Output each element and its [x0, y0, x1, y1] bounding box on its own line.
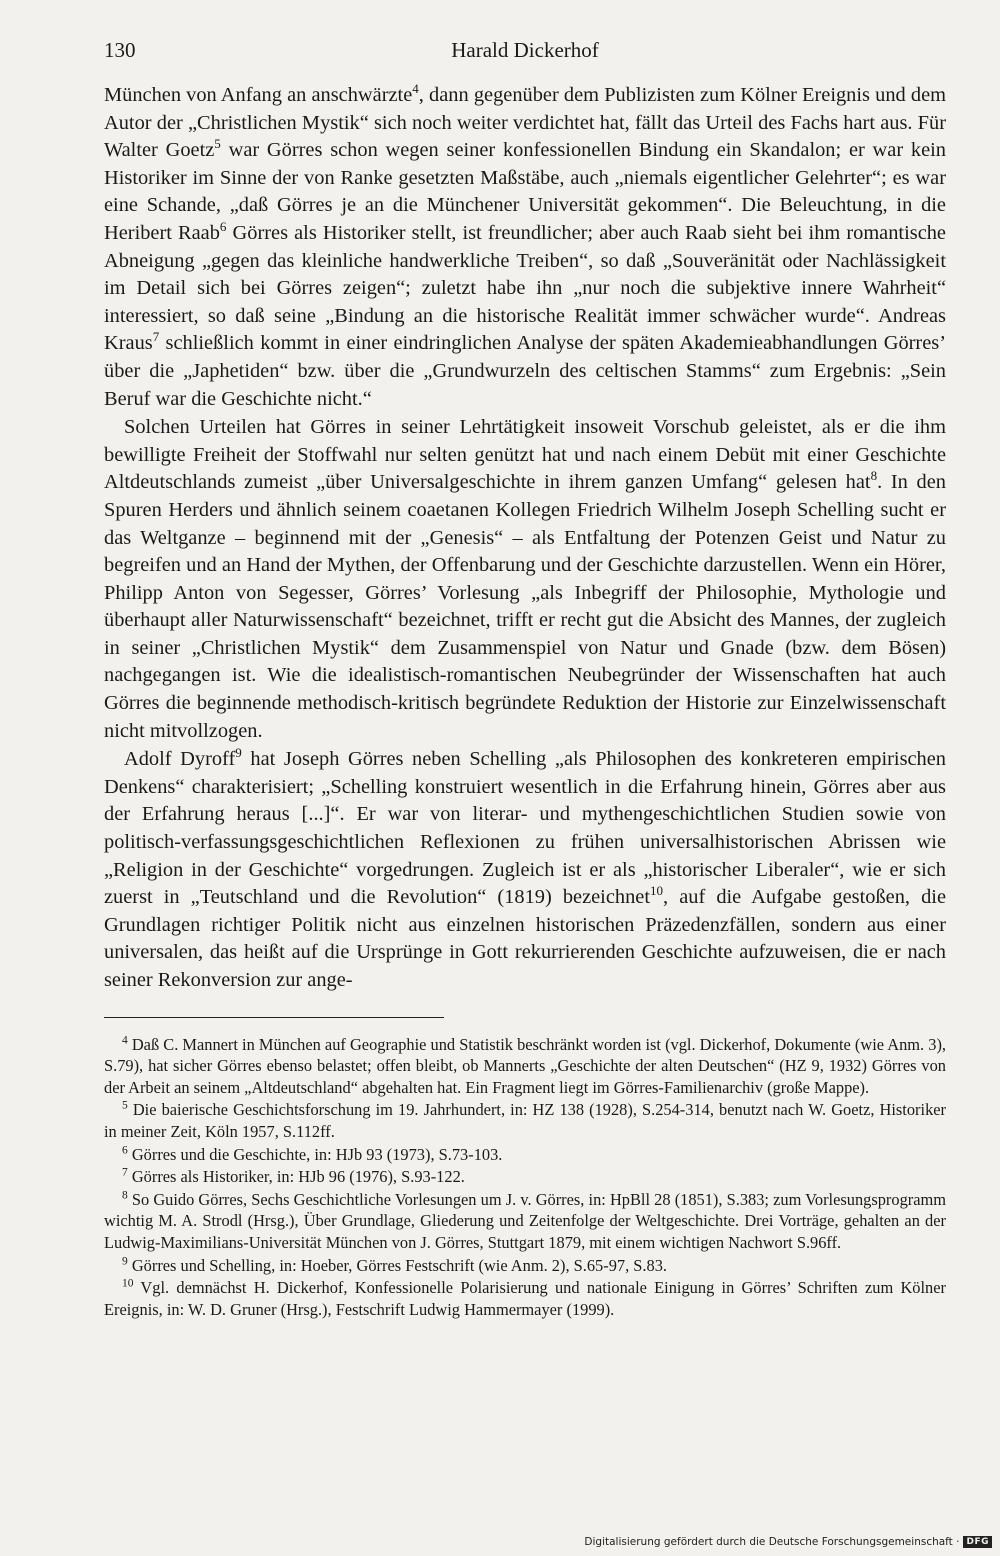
- footnote-number: 7: [122, 1166, 128, 1179]
- credit-text: Digitalisierung gefördert durch die Deutsche Forschungsgemeinschaft ·: [584, 1536, 960, 1548]
- footnote-reference[interactable]: 10: [650, 883, 664, 899]
- footnote: [104, 1189, 946, 1254]
- body-paragraph: [104, 82, 946, 413]
- footnote-reference[interactable]: 9: [235, 745, 242, 761]
- footnote-reference[interactable]: 4: [412, 81, 419, 97]
- footnote-text: Vgl. demnächst H. Dickerhof, Konfessionelle Polarisierung und nationale Einigung in Görres’ Schriften zum Kölner Ereignis, in: W. D. Gruner (Hrsg.), Festschrift Ludwig Hammermayer (1999).: [104, 1278, 946, 1319]
- footnote: [104, 1034, 946, 1099]
- footnote: [104, 1255, 946, 1277]
- document-page: [104, 38, 946, 1321]
- footnote-number: 5: [122, 1099, 128, 1112]
- paragraph-text: Solchen Urteilen hat Görres in seiner Lehrtätigkeit insoweit Vorschub geleistet, als er die ihm bewilligte Freiheit der Stoffwahl nur selten genützt hat und nach einem Debüt mit einer Geschichte Altdeutschlands zumeist „über Universalgeschichte in ihrem ganzen Umfang“ gelesen hat: [104, 416, 946, 494]
- footnote-text: Görres und die Geschichte, in: HJb 93 (1973), S.73-103.: [127, 1144, 503, 1164]
- footnote-text: Daß C. Mannert in München auf Geographie und Statistik beschränkt worden ist (vgl. Dickerhof, Dokumente (wie Anm. 3), S.79), hat sicher Görres ebenso belastet; offen bleibt, ob Mannerts „Geschichte der alten Deutschen“ (HZ 9, 1932) Görres von der Arbeit an seinem „Altdeutschland“ abgehalten hat. Ein Fragment liegt im Görres-Familienarchiv (große Mappe).: [104, 1034, 946, 1097]
- dfg-logo: DFG: [963, 1536, 992, 1548]
- footnote-number: 9: [122, 1255, 128, 1268]
- footnote-text: Görres als Historiker, in: HJb 96 (1976), S.93-122.: [127, 1167, 465, 1187]
- paragraph-text: . In den Spuren Herders und ähnlich seinem coaetanen Kollegen Friedrich Wilhelm Joseph Schelling sucht er das Weltganze – beginnend mit der „Genesis“ – als Entfaltung der Potenzen Geist und Natur zu begreifen und an Hand der Mythen, der Offenbarung und der Geschichte darzustellen. Wenn ein Hörer, Philipp Anton von Segesser, Görres’ Vorlesung „als Inbegriff der Philosophie, Mythologie und überhaupt aller Naturwissenschaft“ bezeichnet, trifft er recht gut die Absicht des Mannes, der zugleich in seiner „Christlichen Mystik“ dem Zusammenspiel von Natur und Gnade (bzw. dem Bösen) nachgegangen ist. Wie die idealistisch-romantischen Neubegründer der Wissenschaften hat auch Görres die beginnende methodisch-kritisch begründete Reduktion der Historie zur Einzelwissenschaft nicht mitvollzogen.: [104, 471, 946, 742]
- body-paragraph: [104, 746, 946, 994]
- footnote-reference[interactable]: 6: [219, 219, 227, 235]
- footnotes: [104, 1034, 946, 1321]
- paragraph-text: hat Joseph Görres neben Schelling „als Philosophen des konkreteren empirischen Denkens“ charakterisiert; „Schelling konstruiert wesentlich in die Erfahrung hinein, Görres aber aus der Erfahrung heraus [...]“. Er war von literar- und mythengeschichtlichen Studien sowie von politisch-verfassungsgeschichtlichen Reflexionen zu frühen universalhistorischen Abrissen wie „Religion in der Geschichte“ vorgedrungen. Zugleich ist er als „historischer Liberaler“, wie er sich zuerst in „Teutschland und die Revolution“ (1819) bezeichnet: [104, 748, 946, 909]
- footnote-number: 4: [122, 1034, 128, 1047]
- paragraph-text: Adolf Dyroff: [124, 748, 236, 771]
- footnote-number: 6: [122, 1144, 128, 1157]
- footnote: [104, 1166, 946, 1188]
- footnote: [104, 1099, 946, 1142]
- body-paragraph: [104, 414, 946, 745]
- footnote-reference[interactable]: 8: [870, 468, 878, 484]
- paragraph-text: München von Anfang an anschwärzte: [104, 84, 413, 106]
- page-header: [104, 38, 946, 72]
- paragraph-text: , auf die Aufgabe gestoßen, die Grundlagen richtiger Politik nicht aus einzelnen historischen Präzedenzfällen, sondern aus einer universalen, das heißt auf die Ursprünge in Gott rekurrierenden Geschichte aufzuweisen, die er nach seiner Rekonversion zur ange-: [104, 886, 946, 991]
- footnote-text: So Guido Görres, Sechs Geschichtliche Vorlesungen um J. v. Görres, in: HpBll 28 (1851), S.383; zum Vorlesungsprogramm wichtig M. A. Strodl (Hrsg.), Über Grundlage, Gliederung und Zeitenfolge der Weltgeschichte. Drei Vorträge, gehalten an der Ludwig-Maximilians-Universität München von J. Görres, Stuttgart 1879, mit einem wichtigen Nachwort S.96ff.: [104, 1189, 946, 1252]
- footnote-number: 8: [122, 1189, 128, 1202]
- footnote: [104, 1277, 946, 1320]
- body-text: [104, 82, 946, 995]
- footnote: [104, 1144, 946, 1166]
- page-number: 130: [104, 38, 136, 62]
- paragraph-text: schließlich kommt in einer eindringlichen Analyse der späten Akademieabhandlungen Görres’ über die „Japhetiden“ bzw. über die „Grundwurzeln des celtischen Stamms“ zum Ergebnis: „Sein Beruf war die Geschichte nicht.“: [104, 332, 946, 410]
- paragraph-text: war Görres schon wegen seiner konfessionellen Bindung ein Skandalon; er war kein Historiker im Sinne der von Ranke gesetzten Maßstäbe, auch „niemals eigentlicher Gelehrter“; es war eine Schande, „daß Görres je an die Münchener Universität gekommen“. Die Beleuchtung, in die Heribert Raab: [104, 139, 946, 244]
- paragraph-text: , dann gegenüber dem Publizisten zum Kölner Ereignis und dem Autor der „Christlichen Mystik“ sich noch weiter verdichtet hat, fällt das Urteil des Fachs hart aus. Für Walter Goetz: [104, 84, 946, 162]
- footnote-reference[interactable]: 5: [214, 136, 221, 152]
- footnote-reference[interactable]: 7: [152, 329, 160, 345]
- footnote-text: Görres und Schelling, in: Hoeber, Görres Festschrift (wie Anm. 2), S.65-97, S.83.: [127, 1255, 667, 1275]
- footnote-divider: [104, 1017, 444, 1018]
- digitization-credit: [584, 1536, 992, 1548]
- footnote-number: 10: [122, 1277, 134, 1290]
- running-head: Harald Dickerhof: [451, 38, 599, 62]
- footnote-text: Die baierische Geschichtsforschung im 19. Jahrhundert, in: HZ 138 (1928), S.254-314, benutzt nach W. Goetz, Historiker in meiner Zeit, Köln 1957, S.112ff.: [104, 1100, 946, 1141]
- paragraph-text: Görres als Historiker stellt, ist freundlicher; aber auch Raab sieht bei ihm romantische Abneigung „gegen das kleinliche handwerkliche Treiben“, so daß „Souveränität oder Nachlässigkeit im Detail sich bei Görres zeigen“; zuletzt habe ihn „nur noch die subjektive innere Wahrheit“ interessiert, so daß seine „Bindung an die historische Realität immer schwächer wurde“. Andreas Kraus: [104, 221, 946, 355]
